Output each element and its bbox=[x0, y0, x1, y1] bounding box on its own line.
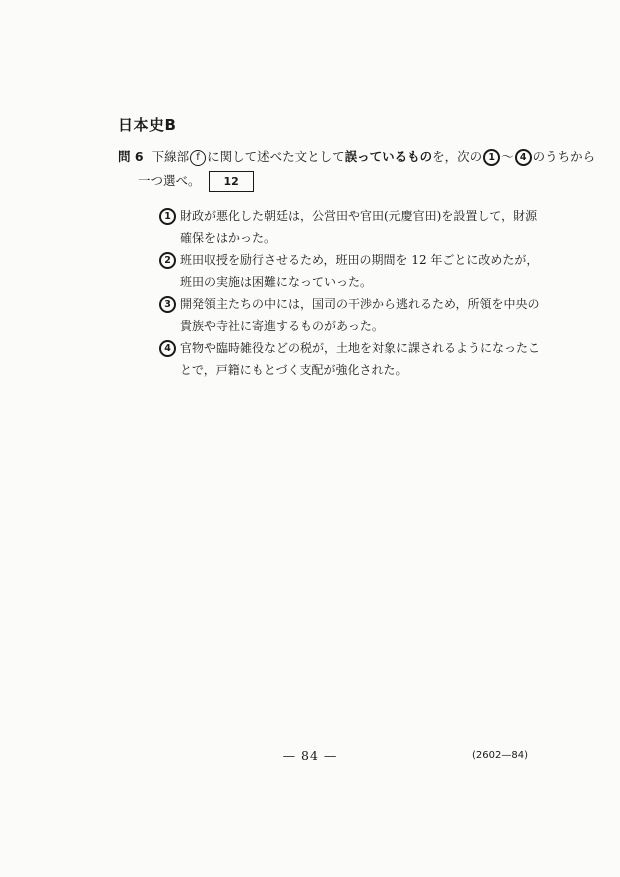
range-end-marker: 4 bbox=[515, 149, 532, 166]
underline-marker: f bbox=[190, 150, 206, 166]
choice-3-marker: 3 bbox=[159, 296, 176, 313]
question-text-mid: に関して述べた文として bbox=[207, 149, 345, 164]
question-text-before: 下線部 bbox=[151, 149, 190, 164]
choice-3-text: 開発領主たちの中には，国司の干渉から逃れるため，所領を中央の貴族や寺社に寄進するものがあった。 bbox=[180, 297, 540, 333]
choice-2-marker: 2 bbox=[159, 252, 176, 269]
page-number: — 84 — bbox=[282, 748, 338, 763]
choice-2 bbox=[158, 249, 540, 293]
document-code: (2602—84) bbox=[472, 750, 528, 761]
question-line-1 bbox=[118, 145, 596, 169]
range-start-marker: 1 bbox=[483, 149, 500, 166]
question-number: 問 6 bbox=[118, 149, 144, 164]
question-line-2-text: 一つ選べ。 bbox=[138, 173, 201, 188]
choice-2-text: 班田収授を励行させるため，班田の期間を 12 年ごとに改めたが，班田の実施は困難になっていった。 bbox=[180, 253, 539, 289]
question-line-2 bbox=[118, 169, 538, 193]
choice-1 bbox=[158, 205, 540, 249]
question-text-end: のうちから bbox=[532, 149, 596, 164]
choice-1-text: 財政が悪化した朝廷は，公営田や官田(元慶官田)を設置して，財源確保をはかった。 bbox=[180, 209, 538, 245]
subject-heading: 日本史B bbox=[118, 116, 177, 134]
question-text-after: を，次の bbox=[432, 149, 483, 164]
choice-4-text: 官物や臨時雑役などの税が，土地を対象に課されるようになったことで，戸籍にもとづく支配が強化された。 bbox=[180, 341, 541, 377]
choice-4-marker: 4 bbox=[159, 340, 176, 357]
choice-4 bbox=[158, 337, 540, 381]
choice-1-marker: 1 bbox=[159, 208, 176, 225]
choice-3 bbox=[158, 293, 540, 337]
choices-list bbox=[158, 205, 540, 381]
question-block bbox=[118, 145, 596, 193]
range-separator: ～ bbox=[501, 149, 514, 164]
answer-box: 12 bbox=[209, 171, 254, 192]
question-emphasis: 誤っているもの bbox=[344, 149, 433, 164]
